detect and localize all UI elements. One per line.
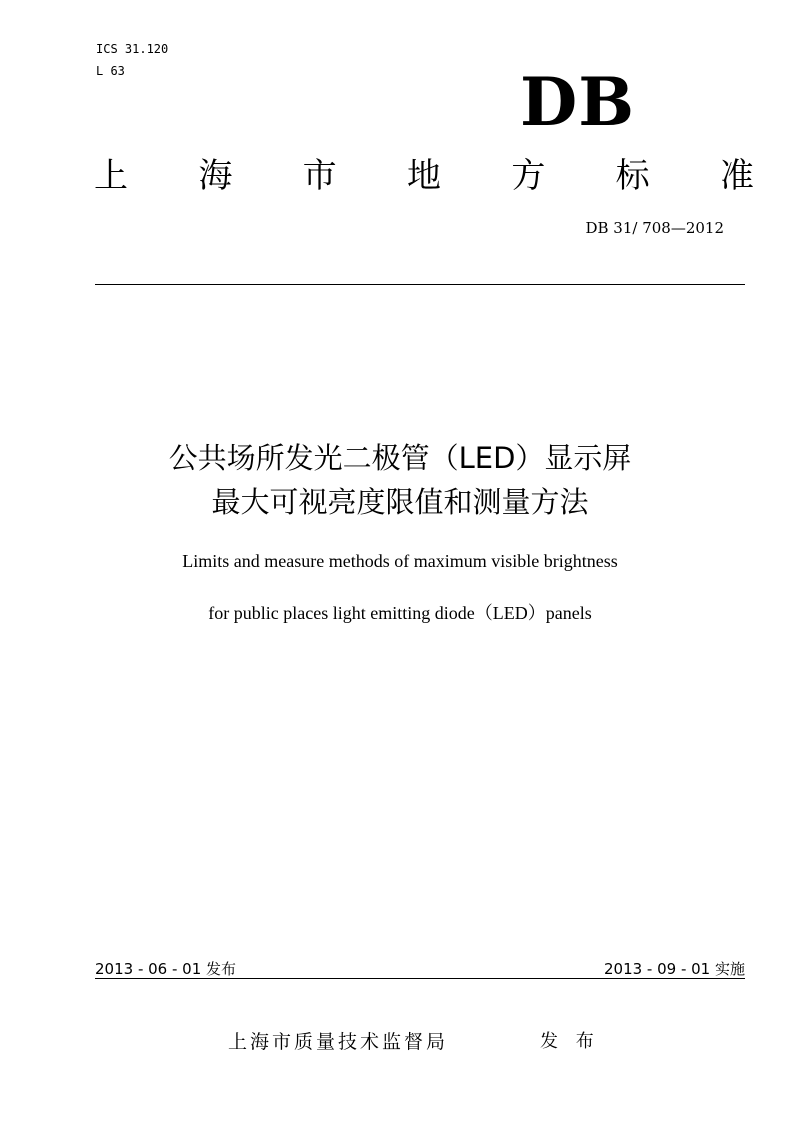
publish-label: 发 布 <box>540 1031 600 1052</box>
standard-type-char: 市 <box>302 156 337 196</box>
top-divider <box>95 284 745 285</box>
standard-type-char: 方 <box>511 156 546 196</box>
standard-type-char: 上 <box>94 156 128 196</box>
standard-type-char: 海 <box>198 156 233 196</box>
standard-type-char: 标 <box>615 156 650 196</box>
publisher-name: 上海市质量技术监督局 <box>228 1031 449 1053</box>
bottom-divider <box>95 978 745 979</box>
implementation-date: 2013 - 09 - 01 实施 <box>603 960 745 978</box>
db-logo: DB <box>520 63 636 141</box>
issue-date: 2013 - 06 - 01 发布 <box>95 960 237 978</box>
standard-number: DB 31/ 708—2012 <box>585 219 724 237</box>
title-chinese-line-2: 最大可视亮度限值和测量方法 <box>211 485 589 519</box>
title-english-line-1: Limits and measure methods of maximum visible brightness <box>182 551 618 571</box>
title-english-line-2: for public places light emitting diode（LED）panels <box>208 603 592 623</box>
standard-type <box>94 156 754 196</box>
standard-type-char: 地 <box>406 156 441 196</box>
classification-code: L 63 <box>96 64 125 78</box>
title-chinese-line-1: 公共场所发光二极管（LED）显示屏 <box>168 441 632 475</box>
ics-code: ICS 31.120 <box>96 42 169 56</box>
standard-type-char: 准 <box>719 156 754 196</box>
